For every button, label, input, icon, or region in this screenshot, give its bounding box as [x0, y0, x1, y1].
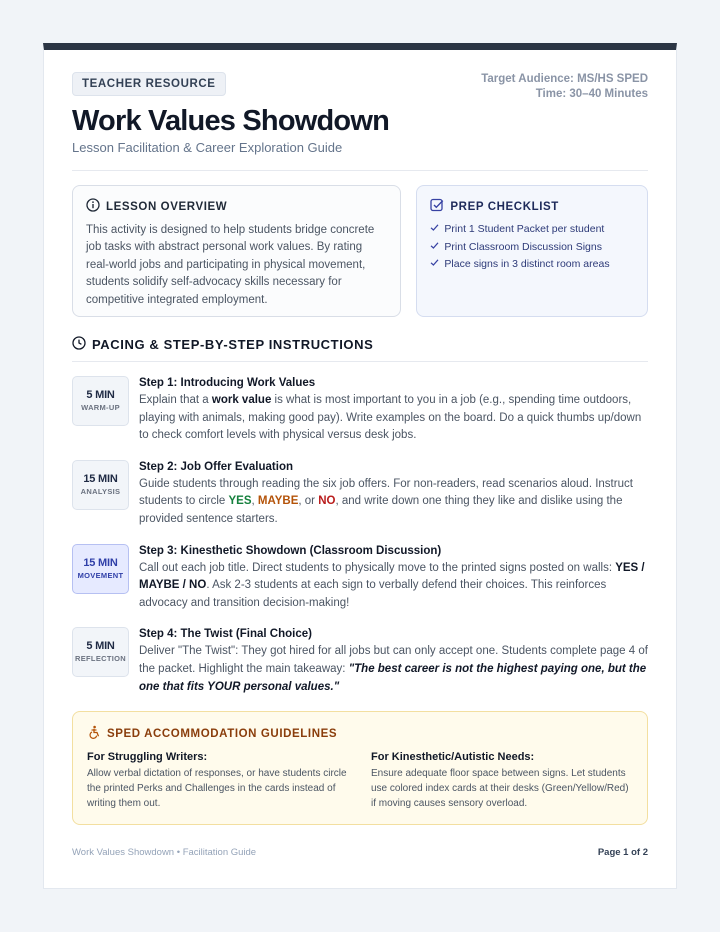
step-duration: 5 MIN	[86, 640, 115, 653]
pacing-section-heading	[72, 336, 648, 353]
page-number: Page 1 of 2	[597, 847, 648, 858]
overview-text: This activity is designed to help students bridge concrete job tasks with abstract personal work values. By rating real-world jobs and participating in physical movement, students solidify self-advocacy skills necessary for competitive integrated employment.	[86, 224, 375, 306]
check-icon	[430, 256, 439, 274]
step-description: Explain that a work value is what is most important to you in a job (e.g., spending time outdoors, playing with animals, making good pay). Write examples on the board. Do a quick thumbs up/down to check comfort levels with physical versus desk jobs.	[139, 394, 642, 442]
overview-heading: LESSON OVERVIEW	[106, 200, 228, 213]
info-icon	[86, 198, 100, 215]
page-footer	[72, 847, 648, 858]
prep-item-label: Print 1 Student Packet per student	[444, 223, 605, 235]
lesson-overview-card	[72, 185, 401, 317]
prep-item-label: Print Classroom Discussion Signs	[444, 240, 602, 253]
sped-heading: SPED ACCOMMODATION GUIDELINES	[107, 727, 338, 740]
check-icon	[430, 239, 439, 257]
step-4	[72, 627, 648, 696]
pacing-heading: PACING & STEP-BY-STEP INSTRUCTIONS	[92, 337, 374, 352]
footer-title: Work Values Showdown • Facilitation Guide	[72, 847, 257, 858]
document-header	[72, 72, 648, 155]
divider	[72, 170, 648, 171]
clock-icon	[72, 336, 86, 353]
prep-item	[430, 221, 633, 239]
prep-item-label: Place signs in 3 distinct room areas	[444, 258, 610, 271]
step-phase: REFLECTION	[75, 654, 126, 664]
step-phase: ANALYSIS	[80, 486, 121, 496]
resource-badge: TEACHER RESOURCE	[72, 72, 226, 96]
step-2	[72, 460, 648, 529]
time-box	[72, 460, 129, 510]
step-title: Step 3: Kinesthetic Showdown (Classroom Discussion)	[139, 544, 442, 557]
prep-list	[430, 221, 633, 274]
prep-item	[430, 256, 633, 274]
step-duration: 15 MIN	[83, 472, 118, 485]
step-title: Step 1: Introducing Work Values	[139, 377, 316, 389]
step-duration: 15 MIN	[83, 556, 118, 569]
accommodation-kinesthetic	[371, 751, 633, 811]
step-3	[72, 544, 648, 613]
document-page	[43, 43, 677, 889]
prep-heading: PREP CHECKLIST	[450, 200, 559, 213]
step-phase: MOVEMENT	[77, 570, 124, 580]
prep-item	[430, 239, 633, 257]
accommodation-title: For Kinesthetic/Autistic Needs:	[371, 751, 535, 764]
divider	[72, 361, 648, 362]
target-audience: Target Audience: MS/HS SPED	[481, 73, 648, 85]
step-description: Deliver "The Twist": They got hired for all jobs but can only accept one. Students complete page 4 of the packet. Highlight the main takeaway: "The best career is not the highest paying one, but the one that fits YOUR personal values."	[139, 645, 648, 693]
accommodation-writers	[87, 751, 349, 811]
accommodation-text: Allow verbal dictation of responses, or have students circle the printed Perks and Challenges in the cards instead of writing them out.	[87, 768, 347, 810]
check-icon	[430, 221, 439, 239]
time-box	[72, 627, 129, 677]
step-description: Call out each job title. Direct students to physically move to the printed signs posted on walls: YES / MAYBE / NO. Ask 2-3 students at each sign to verbally defend their choices. This reinforces advocacy and transition decision-making!	[139, 561, 645, 609]
step-title: Step 4: The Twist (Final Choice)	[139, 628, 312, 641]
accommodation-text: Ensure adequate floor space between signs. Let students use colored index cards at their desks (Green/Yellow/Red) if moving causes sensory overload.	[371, 768, 629, 810]
sped-accommodations-box	[72, 711, 648, 825]
step-1	[72, 376, 648, 445]
document-meta	[481, 72, 648, 102]
step-duration: 5 MIN	[86, 389, 115, 401]
step-title: Step 2: Job Offer Evaluation	[139, 460, 293, 473]
document-subtitle: Lesson Facilitation & Career Exploration Guide	[72, 140, 343, 155]
steps-list	[72, 376, 648, 696]
document-title: Work Values Showdown	[72, 105, 390, 137]
accessibility-icon	[87, 725, 101, 742]
prep-checklist-card	[416, 185, 648, 317]
accommodation-title: For Struggling Writers:	[87, 751, 208, 764]
step-phase: WARM-UP	[81, 403, 120, 412]
time-box	[72, 376, 129, 426]
checkbox-icon	[430, 198, 444, 215]
lesson-time: Time: 30–40 Minutes	[535, 88, 648, 100]
step-description: Guide students through reading the six job offers. For non-readers, read scenarios aloud. Instruct students to circle YES, MAYBE, or NO, and write down one thing they like and dislike using the provided sentence starters.	[139, 477, 633, 525]
time-box	[72, 544, 129, 594]
